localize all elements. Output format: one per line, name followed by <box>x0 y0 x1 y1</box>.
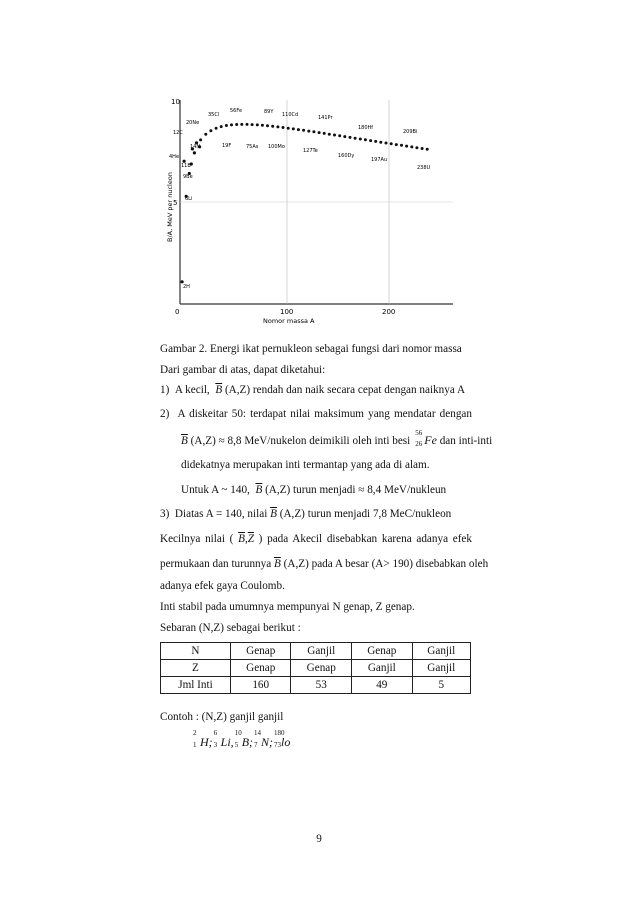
curve-point <box>385 142 388 145</box>
curve-point <box>220 125 223 128</box>
light-nuclide-point <box>181 280 184 283</box>
list-item-2-line-4: Untuk A ~ 140, $\overline{B}$ (A,Z) turun menjadi ≈ 8,4 MeV/nukleun <box>181 484 447 496</box>
curve-point <box>410 145 413 148</box>
binding-energy-symbol: $\overline{B}$ <box>270 508 277 520</box>
nuclide-label: 160Dy <box>338 153 355 159</box>
table-cell: Genap <box>230 643 291 660</box>
x-tick-200: 200 <box>382 308 396 316</box>
curve-point <box>354 137 357 140</box>
curve-point <box>415 146 418 149</box>
curve-point <box>421 147 424 150</box>
curve-point <box>359 138 362 141</box>
nuclide-label: 11B <box>181 163 191 169</box>
nuclide-label: 89Y <box>264 109 274 115</box>
curve-point <box>246 123 249 126</box>
curve-point <box>379 141 382 144</box>
item-text: (A,Z) ≈ 8,8 MeV/nukelon deimikili oleh inti besi <box>190 435 411 447</box>
curve-point <box>395 143 398 146</box>
binding-energy-plot <box>163 92 458 328</box>
item-text: A diskeitar 50: terdapat nilai maksimum yang mendatar dengan <box>177 408 472 420</box>
curve-point <box>209 129 212 132</box>
nuclide-label: 2H <box>183 284 190 290</box>
list-item-3: 3) Diatas A = 140, nilai $\overline{B}$ (A,Z) turun menjadi 7,8 MeC/nukleon <box>160 508 452 520</box>
x-tick-0: 0 <box>175 308 180 316</box>
paragraph-line-3: adanya efek gaya Coulomb. <box>160 580 285 592</box>
curve-point <box>364 138 367 141</box>
nuclide-label: 197Au <box>371 157 388 163</box>
item-text: dan inti-inti <box>439 435 493 447</box>
curve-point <box>271 125 274 128</box>
table-cell: Genap <box>291 660 352 677</box>
nuclide-label: 6Li <box>185 196 193 202</box>
paragraph-line-1: Kecilnya nilai ( $\overline{B},\overline{Z}$ ) pada Akecil disebabkan karena adanya efek <box>160 533 472 545</box>
nuclide-label: 180Hf <box>358 125 374 131</box>
nuclide-label: 9Be <box>183 174 193 180</box>
item-number: 3) <box>160 508 170 520</box>
nuclide-label: 19F <box>222 143 232 149</box>
paragraph-distribution: Sebaran (N,Z) sebagai berikut : <box>160 622 301 634</box>
binding-energy-symbol: $\overline{B}$ <box>215 384 223 396</box>
curve-point <box>240 123 243 126</box>
curve-point <box>261 124 264 127</box>
table-cell: Ganjil <box>412 660 470 677</box>
binding-energy-figure <box>163 92 458 328</box>
paragraph-stable-nuclei: Inti stabil pada umumnya mempunyai N genap, Z genap. <box>160 601 415 613</box>
example-nuclide: 180 73 lo <box>274 729 291 749</box>
light-nuclide-point <box>193 151 196 154</box>
curve-point <box>230 123 233 126</box>
table-cell: 53 <box>291 677 352 694</box>
table-row <box>161 660 471 677</box>
nuclide-label: 14N <box>190 144 201 150</box>
nuclide-label: 35Cl <box>208 112 220 118</box>
example-nuclide: 6 3 Li, <box>213 729 234 749</box>
table-cell: Genap <box>352 643 413 660</box>
table-cell: 5 <box>412 677 470 694</box>
curve-point <box>374 140 377 143</box>
item-text: (A,Z) rendah dan naik secara cepat dengan naiknya A <box>224 384 466 396</box>
paragraph-line-2: permukaan dan turunnya $\overline{B}$ (A,Z) pada A besar (A> 190) disebabkan oleh <box>160 558 489 570</box>
curve-point <box>199 138 202 141</box>
table-cell: 49 <box>352 677 413 694</box>
curve-point <box>276 125 279 128</box>
table-row <box>161 643 471 660</box>
table-cell: 160 <box>230 677 291 694</box>
example-label: Contoh : (N,Z) ganjil ganjil <box>160 711 284 723</box>
table-cell: Ganjil <box>291 643 352 660</box>
table-cell: Genap <box>230 660 291 677</box>
nuclide-label: 127Te <box>303 148 318 154</box>
intro-text: Dari gambar di atas, dapat diketahui: <box>160 364 326 376</box>
curve-point <box>349 136 352 139</box>
y-axis-label: B/A, MeV per nucleon <box>166 172 174 242</box>
figure-caption: Gambar 2. Energi ikat pernukleon sebagai fungsi dari nomor massa <box>160 343 462 355</box>
nuclide-label: 100Mo <box>268 144 285 150</box>
y-tick-5: 5 <box>173 199 178 207</box>
x-tick-100: 100 <box>280 308 294 316</box>
curve-point <box>282 126 285 129</box>
curve-point <box>215 127 218 130</box>
item-number: 2) <box>160 408 170 420</box>
curve-point <box>266 124 269 127</box>
curve-point <box>307 130 310 133</box>
curve-point <box>204 133 207 136</box>
example-nuclides <box>193 729 291 750</box>
iron-nuclide: 56 26 Fe <box>415 429 437 448</box>
curve-point <box>292 127 295 130</box>
example-nuclide: 2 1 H; <box>193 729 213 749</box>
nuclide-label: 110Cd <box>282 112 299 118</box>
curve-point <box>369 139 372 142</box>
curve-point <box>318 131 321 134</box>
curve-point <box>225 124 228 127</box>
list-item-2-line-2 <box>181 429 493 448</box>
binding-energy-symbol: $\overline{B}$ <box>181 435 188 447</box>
nuclide-label: 12C <box>173 130 183 136</box>
curve-point <box>312 130 315 133</box>
nuclide-label: 56Fe <box>230 108 243 114</box>
curve-point <box>390 142 393 145</box>
table-row <box>161 677 471 694</box>
nuclide-label: 75As <box>246 144 259 150</box>
curve-point <box>426 148 429 151</box>
curve-point <box>302 129 305 132</box>
x-axis-label: Nomor massa A <box>263 317 315 325</box>
nuclide-label: 238U <box>417 165 431 171</box>
nuclide-label: 20Ne <box>186 120 200 126</box>
curve-point <box>235 123 238 126</box>
list-item-2-line-1 <box>160 408 472 420</box>
curve-point <box>333 134 336 137</box>
binding-energy-symbol: $\overline{B}$ <box>255 484 263 496</box>
nz-distribution-table <box>160 642 471 694</box>
curve-point <box>297 128 300 131</box>
example-nuclide: 10 5 B; <box>234 729 254 749</box>
y-tick-10: 10 <box>171 98 180 106</box>
table-cell: Ganjil <box>352 660 413 677</box>
page-number: 9 <box>316 833 322 845</box>
nuclide-label: 209Bi <box>403 129 418 135</box>
curve-point <box>400 144 403 147</box>
item-text: A kecil, <box>174 384 210 396</box>
row-header-cell: N <box>161 643 231 660</box>
curve-point <box>251 123 254 126</box>
item-number: 1) <box>160 384 170 396</box>
curve-point <box>343 135 346 138</box>
curve-point <box>328 133 331 136</box>
row-header-cell: Jml Inti <box>161 677 231 694</box>
nuclide-label: 141Pr <box>318 115 333 121</box>
example-nuclide: 14 7 N; <box>254 729 274 749</box>
curve-point <box>338 134 341 137</box>
curve-point <box>256 123 259 126</box>
curve-point <box>287 127 290 130</box>
row-header-cell: Z <box>161 660 231 677</box>
table-cell: Ganjil <box>412 643 470 660</box>
curve-point <box>405 145 408 148</box>
curve-point <box>323 132 326 135</box>
nuclide-label: 4He <box>169 154 180 160</box>
list-item-2-line-3: didekatnya merupakan inti termantap yang ada di alam. <box>181 459 430 471</box>
list-item-1 <box>160 384 465 396</box>
